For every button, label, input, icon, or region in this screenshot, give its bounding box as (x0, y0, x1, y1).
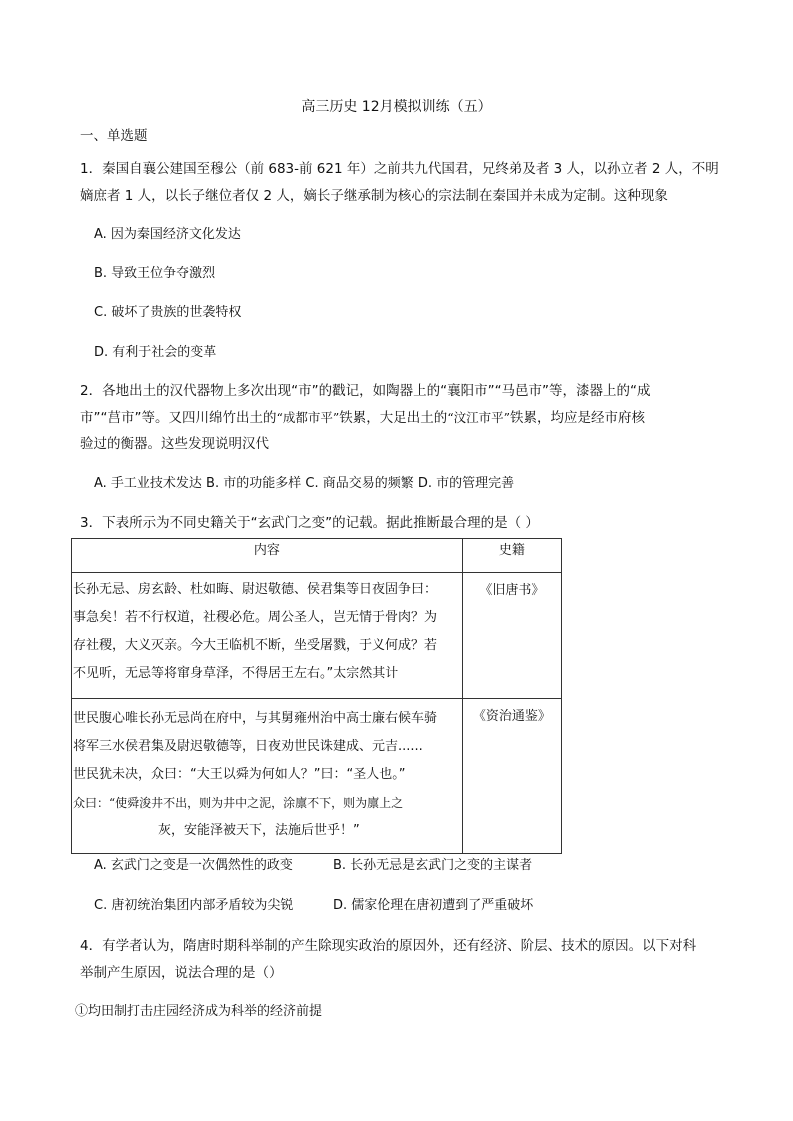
table-row (72, 699, 562, 854)
q1-option-d: D. 有利于社会的变革 (94, 345, 217, 360)
q4-item-1: ①均田制打击庄园经济成为科举的经济前提 (75, 1004, 323, 1019)
q2-stem-line-1: 2．各地出土的汉代器物上多次出现“市”的戳记，如陶器上的“襄阳市”“马邑市”等，漆器上的“成 (80, 383, 651, 399)
q2-stem-line-3: 验过的衡器。这些发现说明汉代 (80, 436, 269, 452)
section-heading: 一、单选题 (80, 128, 148, 144)
q3-option-a: A. 玄武门之变是一次偶然性的政变 (94, 858, 293, 873)
q2-stem-line-2: 市”“莒市”等。又四川绵竹出土的“成都市平”铁累，大足出土的“汶江市平”铁累，均应是经市府核 (80, 410, 646, 426)
row-source: 《旧唐书》 (462, 573, 561, 699)
q1-stem-line-1: 1．秦国自襄公建国至穆公（前 683-前 621 年）之前共九代国君，兄终弟及者 3 人，以孙立者 2 人，不明 (80, 161, 719, 177)
row-content: 长孙无忌、房玄龄、杜如晦、尉迟敬德、侯君集等日夜固争曰： 事急矣！若不行权道，社稷必危。周公圣人，岂无情于骨肉？为 存社稷，大义灭亲。今大王临机不断，坐受屠戮，于义何成？若 不见听，无忌等将窜身草泽，不得居王左右。”太宗然其计 (72, 573, 463, 699)
q1-stem-line-2: 嫡庶者 1 人，以长子继位者仅 2 人，嫡长子继承制为核心的宗法制在秦国并未成为定制。这种现象 (80, 188, 668, 204)
q1-option-a: A. 因为秦国经济文化发达 (94, 227, 241, 242)
q3-option-c: C. 唐初统治集团内部矛盾较为尖锐 (94, 898, 294, 913)
q3-stem: 3．下表所示为不同史籍关于“玄武门之变”的记载。据此推断最合理的是（ ） (80, 515, 539, 531)
header-source: 史籍 (462, 539, 561, 573)
header-content: 内容 (72, 539, 463, 573)
q2-options: A. 手工业技术发达 B. 市的功能多样 C. 商品交易的频繁 D. 市的管理完善 (94, 476, 515, 491)
table-row (72, 573, 562, 699)
q4-stem-line-2: 举制产生原因，说法合理的是（） (80, 965, 283, 981)
q1-option-b: B. 导致王位争夺激烈 (94, 266, 216, 281)
page-title: 高三历史 12月模拟训练（五） (301, 99, 492, 115)
q4-stem-line-1: 4．有学者认为，隋唐时期科举制的产生除现实政治的原因外，还有经济、阶层、技术的原因。以下对科 (80, 938, 697, 954)
q3-option-d: D. 儒家伦理在唐初遭到了严重破坏 (333, 898, 534, 913)
row-source: 《资治通鉴》 (462, 699, 561, 854)
table-header-row (72, 539, 562, 573)
q1-option-c: C. 破坏了贵族的世袭特权 (94, 305, 242, 320)
row-content: 世民腹心唯长孙无忌尚在府中，与其舅雍州治中高士廉右候车骑 将军三水侯君集及尉迟敬德等，日夜劝世民诛建成、元吉...... 世民犹未决，众曰：“大王以舜为何如人？”曰：“圣人也。” 众曰：“使舜浚井不出，则为井中之泥，涂廪不下，则为廪上之 灰，安能泽被天下，法施后世乎！” (72, 699, 463, 854)
q3-option-b: B. 长孙无忌是玄武门之变的主谋者 (333, 858, 533, 873)
history-records-table (71, 538, 562, 854)
